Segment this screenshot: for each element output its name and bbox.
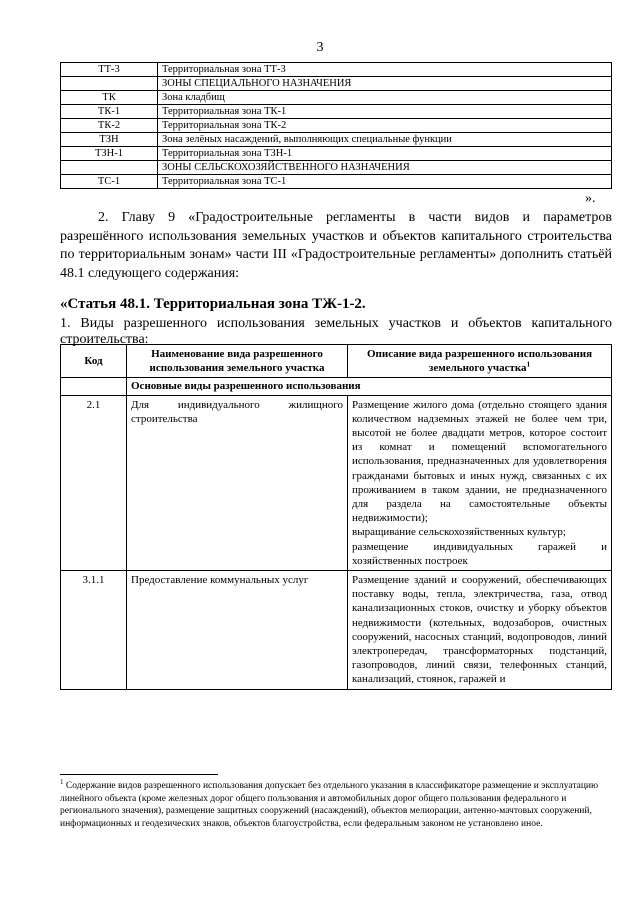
zone-row <box>61 133 612 147</box>
zone-name: Зона кладбищ <box>158 91 612 105</box>
zone-row <box>61 91 612 105</box>
zones-table <box>60 62 612 189</box>
zone-name: ЗОНЫ СЕЛЬСКОХОЗЯЙСТВЕННОГО НАЗНАЧЕНИЯ <box>158 161 612 175</box>
zone-row <box>61 77 612 91</box>
zone-row <box>61 175 612 189</box>
zone-name: Зона зелёных насаждений, выполняющих специальные функции <box>158 133 612 147</box>
use-description-line: выращивание сельскохозяйственных культур; <box>352 526 566 539</box>
section-main-uses: Основные виды разрешенного использования <box>127 378 612 395</box>
zone-code: ТС-1 <box>61 175 158 189</box>
zone-row <box>61 119 612 133</box>
zone-code: ТК-1 <box>61 105 158 119</box>
use-name: Для индивидуального жилищного строительства <box>127 395 348 570</box>
use-code: 2.1 <box>61 395 127 570</box>
zone-code <box>61 161 158 175</box>
closing-quote: ». <box>585 191 596 206</box>
header-code: Код <box>61 345 127 378</box>
zone-code <box>61 77 158 91</box>
use-description-line: размещение индивидуальных гаражей и хозяйственных построек <box>352 540 607 567</box>
use-description-line: Размещение зданий и сооружений, обеспечивающих поставку воды, тепла, электричества, газа, отвод канализационных стоков, очистку и уборку объектов недвижимости (котельных, водозаборов, очистных сооружений, насосных станций, водопроводов, линий электропередач, трансформаторных подстанций, газопроводов, линий связи, телефонных станций, канализаций, стоянок, гаражей и <box>352 574 607 686</box>
header-name: Наименование вида разрешенного использования земельного участка <box>127 345 348 378</box>
zone-name: ЗОНЫ СПЕЦИАЛЬНОГО НАЗНАЧЕНИЯ <box>158 77 612 91</box>
footnote-divider <box>60 774 218 775</box>
page-number: 3 <box>316 40 324 55</box>
paragraph-2: 2. Главу 9 «Градостроительные регламенты в части видов и параметров разрешённого использования земельных участков и объектов капитального строительства по территориальным зонам» части III «Градостроительные регламенты» дополнить статьёй 48.1 следующего содержания: <box>60 210 612 281</box>
use-description-line: Размещение жилого дома (отдельно стоящего здания количеством надземных этажей не более чем три, высотой не более двадцати метров, которое состоит из комнат и помещений вспомогательного использования, предназначенных для удовлетворения гражданами бытовых и иных нужд, связанных с их проживанием в таком здании, не предназначенного для раздела на самостоятельные объекты недвижимости); <box>352 398 607 525</box>
zone-code: ТЗН <box>61 133 158 147</box>
use-code: 3.1.1 <box>61 571 127 690</box>
zone-row <box>61 147 612 161</box>
header-description: Описание вида разрешенного использования земельного участка$^1$ <box>348 345 612 378</box>
zone-name: Территориальная зона ТЗН-1 <box>158 147 612 161</box>
use-description <box>348 395 612 570</box>
zone-code: ТТ-3 <box>61 63 158 77</box>
zone-name: Территориальная зона ТС-1 <box>158 175 612 189</box>
use-name: Предоставление коммунальных услуг <box>127 571 348 690</box>
footnote-reference: 1 <box>526 360 531 369</box>
zone-code: ТК <box>61 91 158 105</box>
zone-code: ТК-2 <box>61 119 158 133</box>
footnote-mark: 1 <box>60 777 64 786</box>
zone-name: Территориальная зона ТК-2 <box>158 119 612 133</box>
zone-code: ТЗН-1 <box>61 147 158 161</box>
use-row <box>61 571 612 690</box>
zone-name: Территориальная зона ТК-1 <box>158 105 612 119</box>
subsection-1: 1. Виды разрешенного использования земельных участков и объектов капитального строительства: <box>60 316 612 347</box>
zone-row <box>61 161 612 175</box>
zone-row <box>61 105 612 119</box>
article-title: «Статья 48.1. Территориальная зона ТЖ-1-2. <box>60 296 366 312</box>
use-row <box>61 395 612 570</box>
use-description <box>348 571 612 690</box>
footnote <box>60 777 612 830</box>
zone-name: Территориальная зона ТТ-3 <box>158 63 612 77</box>
zone-row <box>61 63 612 77</box>
footnote-text: Содержание видов разрешенного использования допускает без отдельного указания в классификаторе размещение и эксплуатацию линейного объекта (кроме железных дорог общего пользования и автомобильных дорог общего пользования федерального и регионального значения), размещение защитных сооружений (насаждений), объектов мелиорации, антенно-мачтовых сооружений, информационных и геодезических знаков, объектов благоустройства, если федеральным законом не установлено иное. <box>60 781 599 829</box>
permitted-uses-table <box>60 344 612 690</box>
